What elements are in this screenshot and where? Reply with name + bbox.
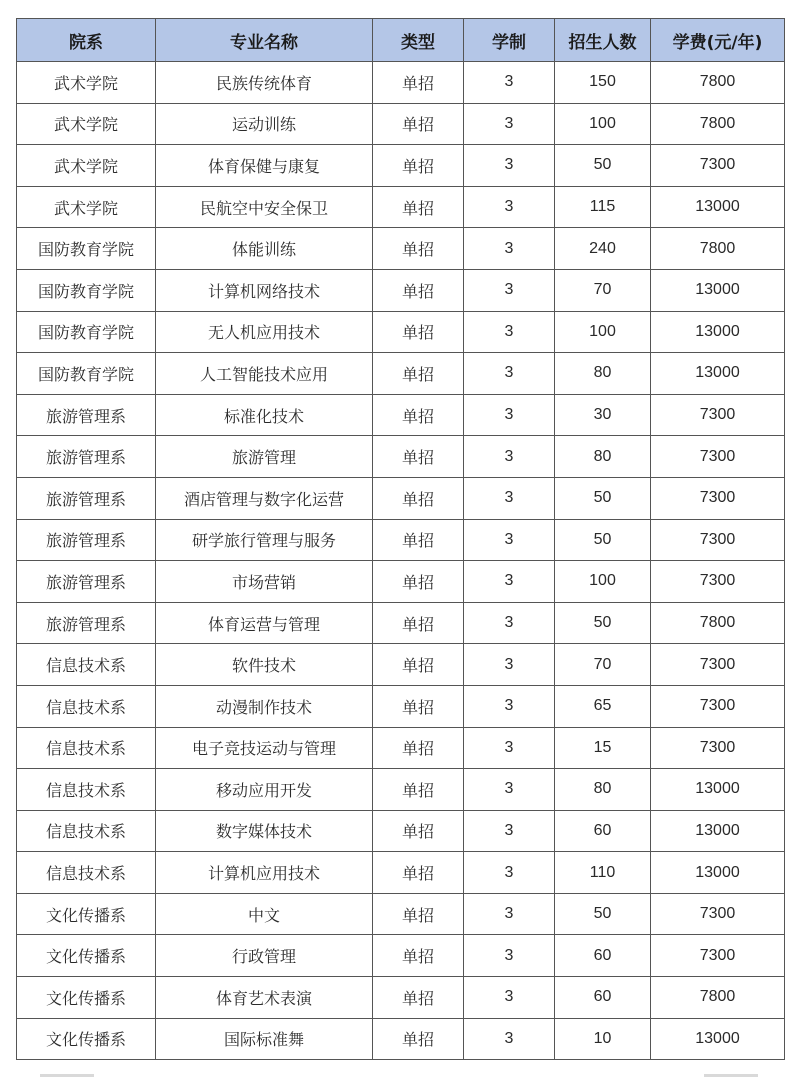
enrollment-cell: 70 [555, 644, 651, 686]
type-cell: 单招 [373, 810, 464, 852]
duration-cell: 3 [464, 685, 555, 727]
duration-cell: 3 [464, 977, 555, 1019]
major-name-cell: 旅游管理 [156, 436, 373, 478]
table-row [17, 353, 785, 395]
table-body [17, 62, 785, 1060]
major-name-cell: 酒店管理与数字化运营 [156, 477, 373, 519]
type-cell: 单招 [373, 436, 464, 478]
department-cell: 信息技术系 [17, 685, 156, 727]
table-row [17, 477, 785, 519]
department-cell: 文化传播系 [17, 1018, 156, 1060]
major-name-cell: 动漫制作技术 [156, 685, 373, 727]
department-cell: 旅游管理系 [17, 519, 156, 561]
tuition-cell: 13000 [651, 353, 785, 395]
department-cell: 信息技术系 [17, 644, 156, 686]
table-row [17, 394, 785, 436]
department-cell: 信息技术系 [17, 810, 156, 852]
major-name-cell: 体育运营与管理 [156, 602, 373, 644]
type-cell: 单招 [373, 228, 464, 270]
enrollment-cell: 50 [555, 519, 651, 561]
department-cell: 旅游管理系 [17, 436, 156, 478]
tuition-cell: 7800 [651, 103, 785, 145]
duration-cell: 3 [464, 561, 555, 603]
table-row [17, 935, 785, 977]
department-cell: 国防教育学院 [17, 311, 156, 353]
table-row [17, 436, 785, 478]
header-row [17, 19, 785, 62]
enrollment-cell: 50 [555, 145, 651, 187]
tuition-cell: 7800 [651, 977, 785, 1019]
table-row [17, 644, 785, 686]
table-row [17, 519, 785, 561]
department-cell: 国防教育学院 [17, 353, 156, 395]
table-row [17, 186, 785, 228]
department-cell: 文化传播系 [17, 935, 156, 977]
tuition-cell: 7300 [651, 394, 785, 436]
tuition-cell: 7300 [651, 644, 785, 686]
tuition-cell: 13000 [651, 311, 785, 353]
tuition-cell: 13000 [651, 269, 785, 311]
type-cell: 单招 [373, 1018, 464, 1060]
enrollment-cell: 100 [555, 311, 651, 353]
department-cell: 旅游管理系 [17, 394, 156, 436]
major-name-cell: 人工智能技术应用 [156, 353, 373, 395]
tuition-cell: 13000 [651, 852, 785, 894]
type-cell: 单招 [373, 685, 464, 727]
tuition-cell: 7300 [651, 477, 785, 519]
enrollment-cell: 80 [555, 769, 651, 811]
enrollment-cell: 100 [555, 103, 651, 145]
table-row [17, 977, 785, 1019]
duration-cell: 3 [464, 477, 555, 519]
department-cell: 国防教育学院 [17, 269, 156, 311]
table-row [17, 1018, 785, 1060]
major-name-cell: 中文 [156, 893, 373, 935]
major-name-cell: 运动训练 [156, 103, 373, 145]
type-cell: 单招 [373, 145, 464, 187]
enrollment-cell: 60 [555, 977, 651, 1019]
table-row [17, 810, 785, 852]
type-cell: 单招 [373, 186, 464, 228]
major-name-cell: 市场营销 [156, 561, 373, 603]
department-cell: 武术学院 [17, 145, 156, 187]
tuition-cell: 7300 [651, 685, 785, 727]
department-cell: 信息技术系 [17, 769, 156, 811]
table-row [17, 311, 785, 353]
type-cell: 单招 [373, 519, 464, 561]
table-row [17, 145, 785, 187]
tuition-cell: 7300 [651, 893, 785, 935]
major-name-cell: 计算机网络技术 [156, 269, 373, 311]
duration-cell: 3 [464, 269, 555, 311]
type-cell: 单招 [373, 935, 464, 977]
header-duration: 学制 [464, 19, 555, 62]
header-type: 类型 [373, 19, 464, 62]
tuition-cell: 7300 [651, 727, 785, 769]
tuition-cell: 7800 [651, 602, 785, 644]
type-cell: 单招 [373, 311, 464, 353]
department-cell: 旅游管理系 [17, 561, 156, 603]
major-name-cell: 体育保健与康复 [156, 145, 373, 187]
enrollment-cell: 150 [555, 62, 651, 104]
table-row [17, 269, 785, 311]
enrollment-cell: 30 [555, 394, 651, 436]
major-name-cell: 行政管理 [156, 935, 373, 977]
duration-cell: 3 [464, 935, 555, 977]
type-cell: 单招 [373, 644, 464, 686]
enrollment-cell: 100 [555, 561, 651, 603]
major-name-cell: 软件技术 [156, 644, 373, 686]
enrollment-cell: 110 [555, 852, 651, 894]
department-cell: 国防教育学院 [17, 228, 156, 270]
duration-cell: 3 [464, 1018, 555, 1060]
major-name-cell: 无人机应用技术 [156, 311, 373, 353]
tuition-cell: 7800 [651, 228, 785, 270]
type-cell: 单招 [373, 394, 464, 436]
department-cell: 武术学院 [17, 103, 156, 145]
tuition-cell: 13000 [651, 186, 785, 228]
type-cell: 单招 [373, 62, 464, 104]
duration-cell: 3 [464, 893, 555, 935]
table-row [17, 62, 785, 104]
duration-cell: 3 [464, 145, 555, 187]
type-cell: 单招 [373, 477, 464, 519]
enrollment-cell: 10 [555, 1018, 651, 1060]
header-tuition: 学费(元/年) [651, 19, 785, 62]
table-row [17, 727, 785, 769]
header-major-name: 专业名称 [156, 19, 373, 62]
type-cell: 单招 [373, 269, 464, 311]
type-cell: 单招 [373, 103, 464, 145]
type-cell: 单招 [373, 561, 464, 603]
tuition-cell: 13000 [651, 769, 785, 811]
table-row [17, 685, 785, 727]
duration-cell: 3 [464, 769, 555, 811]
duration-cell: 3 [464, 644, 555, 686]
department-cell: 文化传播系 [17, 977, 156, 1019]
table-row [17, 103, 785, 145]
duration-cell: 3 [464, 311, 555, 353]
major-name-cell: 研学旅行管理与服务 [156, 519, 373, 561]
tuition-cell: 7300 [651, 436, 785, 478]
enrollment-cell: 60 [555, 810, 651, 852]
table-row [17, 228, 785, 270]
table-row [17, 769, 785, 811]
table-row [17, 561, 785, 603]
duration-cell: 3 [464, 602, 555, 644]
header-enrollment: 招生人数 [555, 19, 651, 62]
enrollment-cell: 50 [555, 602, 651, 644]
enrollment-cell: 65 [555, 685, 651, 727]
type-cell: 单招 [373, 893, 464, 935]
enrollment-cell: 50 [555, 893, 651, 935]
tuition-cell: 7300 [651, 935, 785, 977]
major-name-cell: 民航空中安全保卫 [156, 186, 373, 228]
duration-cell: 3 [464, 810, 555, 852]
department-cell: 信息技术系 [17, 852, 156, 894]
enrollment-cell: 50 [555, 477, 651, 519]
department-cell: 信息技术系 [17, 727, 156, 769]
duration-cell: 3 [464, 186, 555, 228]
department-cell: 武术学院 [17, 186, 156, 228]
major-name-cell: 计算机应用技术 [156, 852, 373, 894]
admissions-table [16, 18, 785, 1060]
enrollment-cell: 240 [555, 228, 651, 270]
department-cell: 文化传播系 [17, 893, 156, 935]
department-cell: 旅游管理系 [17, 477, 156, 519]
tuition-cell: 7300 [651, 519, 785, 561]
type-cell: 单招 [373, 602, 464, 644]
tuition-cell: 13000 [651, 810, 785, 852]
table-row [17, 852, 785, 894]
duration-cell: 3 [464, 103, 555, 145]
enrollment-cell: 60 [555, 935, 651, 977]
duration-cell: 3 [464, 727, 555, 769]
department-cell: 旅游管理系 [17, 602, 156, 644]
duration-cell: 3 [464, 394, 555, 436]
header-department: 院系 [17, 19, 156, 62]
type-cell: 单招 [373, 727, 464, 769]
table-row [17, 893, 785, 935]
duration-cell: 3 [464, 436, 555, 478]
type-cell: 单招 [373, 353, 464, 395]
enrollment-cell: 80 [555, 436, 651, 478]
tuition-cell: 7300 [651, 145, 785, 187]
type-cell: 单招 [373, 769, 464, 811]
major-name-cell: 体育艺术表演 [156, 977, 373, 1019]
tuition-cell: 7800 [651, 62, 785, 104]
enrollment-cell: 15 [555, 727, 651, 769]
tuition-cell: 7300 [651, 561, 785, 603]
enrollment-cell: 80 [555, 353, 651, 395]
duration-cell: 3 [464, 62, 555, 104]
major-name-cell: 数字媒体技术 [156, 810, 373, 852]
enrollment-cell: 115 [555, 186, 651, 228]
major-name-cell: 电子竞技运动与管理 [156, 727, 373, 769]
major-name-cell: 民族传统体育 [156, 62, 373, 104]
duration-cell: 3 [464, 228, 555, 270]
type-cell: 单招 [373, 852, 464, 894]
table-row [17, 602, 785, 644]
enrollment-cell: 70 [555, 269, 651, 311]
major-name-cell: 国际标准舞 [156, 1018, 373, 1060]
tuition-cell: 13000 [651, 1018, 785, 1060]
type-cell: 单招 [373, 977, 464, 1019]
major-name-cell: 标准化技术 [156, 394, 373, 436]
table-header [17, 19, 785, 62]
major-name-cell: 移动应用开发 [156, 769, 373, 811]
duration-cell: 3 [464, 852, 555, 894]
department-cell: 武术学院 [17, 62, 156, 104]
duration-cell: 3 [464, 353, 555, 395]
duration-cell: 3 [464, 519, 555, 561]
major-name-cell: 体能训练 [156, 228, 373, 270]
